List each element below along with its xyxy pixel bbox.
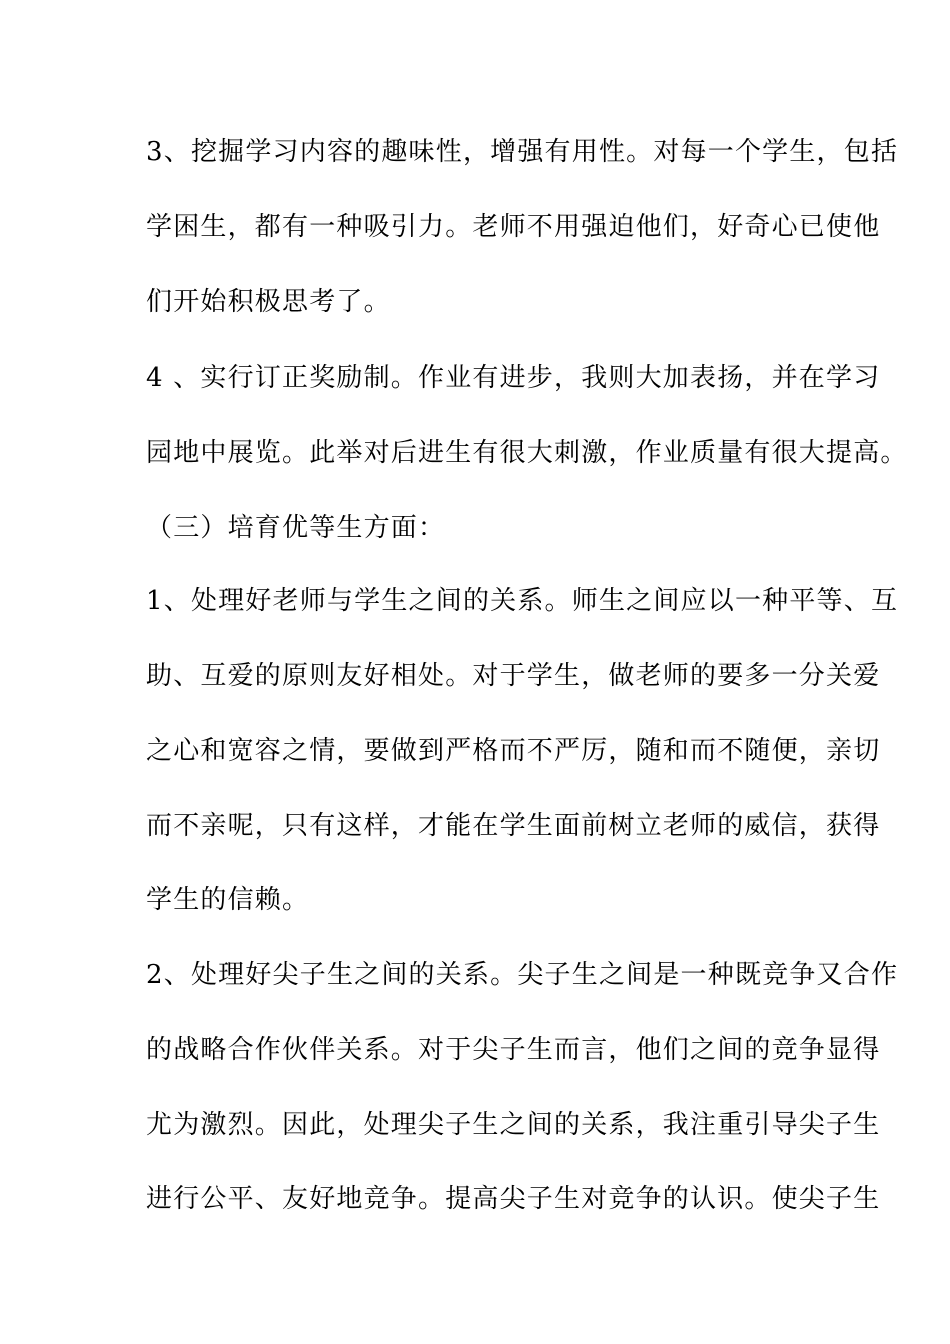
text-line: 学困生，都有一种吸引力。老师不用强迫他们，好奇心已使他 bbox=[146, 212, 881, 242]
text-line: 助、互爱的原则友好相处。对于学生，做老师的要多一分关爱 bbox=[146, 661, 881, 691]
text-line: 1、处理好老师与学生之间的关系。师生之间应以一种平等、互 bbox=[146, 586, 899, 616]
section-heading: （三）培育优等生方面： bbox=[146, 513, 446, 543]
text-line: 2、处理好尖子生之间的关系。尖子生之间是一种既竞争又合作 bbox=[146, 960, 899, 990]
text-line: 进行公平、友好地竞争。提高尖子生对竞争的认识。使尖子生 bbox=[146, 1184, 881, 1214]
text-line: 3、挖掘学习内容的趣味性，增强有用性。对每一个学生，包括 bbox=[146, 137, 899, 167]
text-line: 而不亲呢，只有这样，才能在学生面前树立老师的威信，获得 bbox=[146, 811, 881, 841]
text-line: 学生的信赖。 bbox=[146, 885, 310, 915]
text-line: 尤为激烈。因此，处理尖子生之间的关系，我注重引导尖子生 bbox=[146, 1110, 881, 1140]
text-line: 之心和宽容之情，要做到严格而不严厉，随和而不随便，亲切 bbox=[146, 736, 881, 766]
text-line: 的战略合作伙伴关系。对于尖子生而言，他们之间的竞争显得 bbox=[146, 1035, 881, 1065]
text-line: 园地中展览。此举对后进生有很大刺激，作业质量有很大提高。 bbox=[146, 438, 908, 468]
text-line: 4 、实行订正奖励制。作业有进步，我则大加表扬，并在学习 bbox=[146, 363, 881, 393]
text-line: 们开始积极思考了。 bbox=[146, 287, 391, 317]
